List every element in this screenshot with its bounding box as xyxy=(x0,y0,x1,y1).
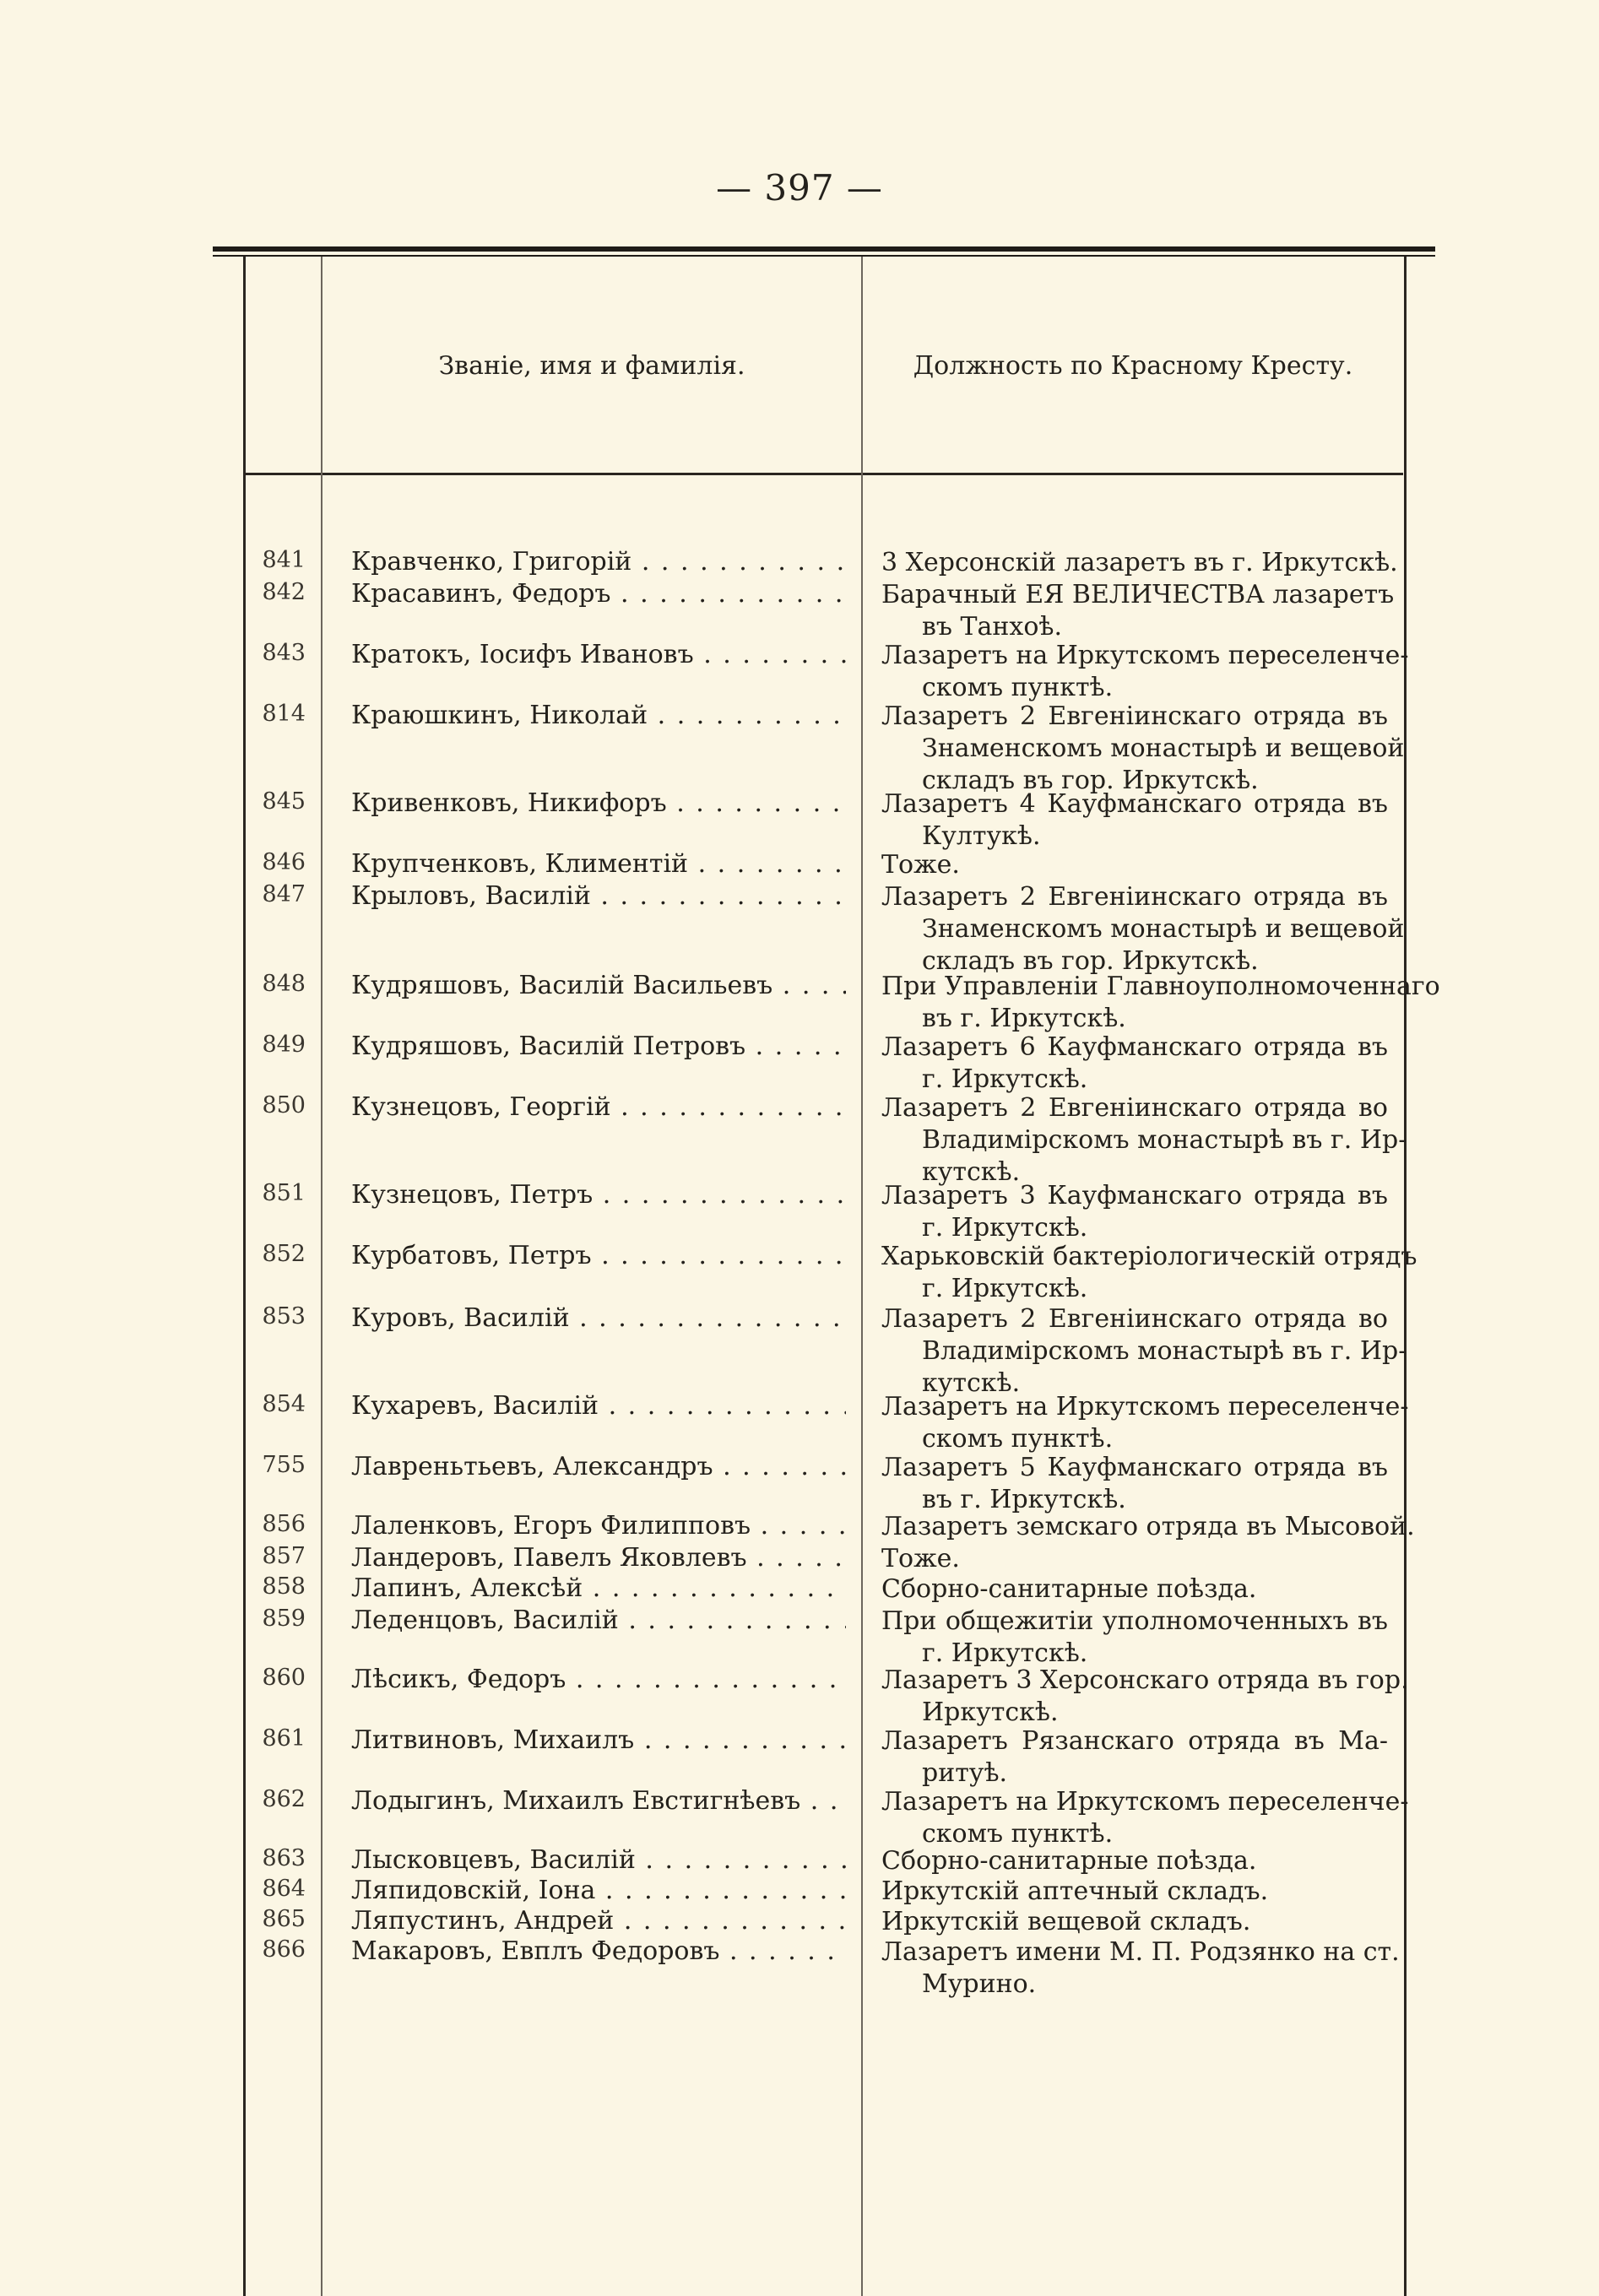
position-line: Лазаретъ 6 Кауфманскаго отряда въ xyxy=(881,1032,1388,1062)
position-line: Лазаретъ 2 Евгеніинскаго отряда во xyxy=(881,1093,1388,1123)
row-name: Макаровъ, Евплъ Федоровъ . . . xyxy=(351,1936,846,1966)
row-position xyxy=(881,1511,1415,1543)
header-bottom-rule xyxy=(243,473,1403,475)
row-number: 843 xyxy=(262,640,306,666)
row-position xyxy=(881,1032,1388,1096)
row-number: 849 xyxy=(262,1032,306,1058)
position-line: г. Иркутскѣ. xyxy=(922,1064,1088,1094)
row-number: 865 xyxy=(262,1906,306,1932)
row-name: Курбатовъ, Петръ . . . xyxy=(351,1241,846,1270)
position-line: Сборно-санитарные поѣзда. xyxy=(881,1846,1257,1876)
row-number: 861 xyxy=(262,1725,306,1752)
row-number: 858 xyxy=(262,1573,306,1600)
row-name: Кухаревъ, Василій . . . xyxy=(351,1391,846,1421)
row-number: 845 xyxy=(262,788,306,815)
row-name: Лавреньтьевъ, Александръ . . . xyxy=(351,1452,846,1481)
position-line: Иркутскій вещевой складъ. xyxy=(881,1907,1251,1936)
row-number: 847 xyxy=(262,881,306,907)
row-position xyxy=(881,1606,1388,1670)
position-line: скомъ пунктѣ. xyxy=(922,1424,1114,1454)
row-name: Ландеровъ, Павелъ Яковлевъ . . . xyxy=(351,1543,846,1573)
row-name: Лѣсикъ, Федоръ . . . xyxy=(351,1665,846,1694)
position-line: Лазаретъ имени М. П. Родзянко на ст. xyxy=(881,1937,1400,1967)
position-line: складъ въ гор. Иркутскѣ. xyxy=(922,766,1259,795)
row-name: Леденцовъ, Василій . . . xyxy=(351,1606,846,1635)
row-number: 842 xyxy=(262,579,306,605)
row-position xyxy=(881,788,1388,853)
position-line: въ Танхоѣ. xyxy=(922,612,1063,642)
row-position xyxy=(881,1573,1388,1606)
position-line: Лазаретъ 2 Евгеніинскаго отряда въ xyxy=(881,882,1388,912)
row-name: Ляпустинъ, Андрей . . . xyxy=(351,1906,846,1936)
row-name: Крупченковъ, Климентій . . . xyxy=(351,849,846,879)
row-number: 863 xyxy=(262,1845,306,1871)
position-line: Харьковскій бактеріологическій отрядъ xyxy=(881,1242,1417,1271)
row-name: Краюшкинъ, Николай . . . xyxy=(351,701,846,730)
row-name: Лодыгинъ, Михаилъ Евстигнѣевъ . . . xyxy=(351,1786,846,1816)
position-line: Тоже. xyxy=(881,850,960,880)
row-number: 857 xyxy=(262,1543,306,1569)
row-position xyxy=(881,1241,1417,1305)
row-number: 841 xyxy=(262,547,306,573)
position-line: Сборно-санитарные поѣзда. xyxy=(881,1574,1257,1604)
position-line: Владимірскомъ монастырѣ въ г. Ир- xyxy=(922,1125,1407,1155)
position-line: Лазаретъ 2 Евгеніинскаго отряда во xyxy=(881,1304,1388,1334)
row-name: Крыловъ, Василій . . . xyxy=(351,881,846,911)
position-line: Лазаретъ 5 Кауфманскаго отряда въ xyxy=(881,1453,1388,1482)
position-line: Лазаретъ земскаго отряда въ Мысовой. xyxy=(881,1512,1415,1541)
row-position xyxy=(881,701,1405,797)
column-divider-position xyxy=(861,257,863,2296)
row-position xyxy=(881,849,1388,881)
position-line: Лазаретъ Рязанскаго отряда въ Ма- xyxy=(881,1726,1388,1756)
position-line: При Управленіи Главноуполномоченнаго xyxy=(881,972,1440,1001)
row-position xyxy=(881,1180,1388,1244)
position-line: скомъ пунктѣ. xyxy=(922,673,1114,702)
top-thick-rule xyxy=(213,246,1435,252)
position-line: въ г. Иркутскѣ. xyxy=(922,1004,1126,1033)
row-position xyxy=(881,1543,1388,1575)
row-number: 814 xyxy=(262,701,306,727)
position-line: Лазаретъ на Иркутскомъ переселенче- xyxy=(881,641,1409,670)
position-line: При общежитіи уполномоченныхъ въ xyxy=(881,1606,1388,1636)
row-position xyxy=(881,1936,1400,2001)
row-name: Кузнецовъ, Георгій . . . xyxy=(351,1092,846,1122)
position-line: Лазаретъ на Иркутскомъ переселенче- xyxy=(881,1392,1409,1421)
column-divider-number xyxy=(321,257,323,2296)
row-position xyxy=(881,971,1440,1035)
row-number: 848 xyxy=(262,971,306,997)
position-line: г. Иркутскѣ. xyxy=(922,1638,1088,1668)
position-line: Знаменскомъ монастырѣ и вещевой xyxy=(922,734,1405,763)
row-name: Кривенковъ, Никифоръ . . . xyxy=(351,788,846,818)
row-position xyxy=(881,1906,1388,1938)
row-position xyxy=(881,1665,1409,1729)
position-line: г. Иркутскѣ. xyxy=(922,1274,1088,1303)
row-number: 755 xyxy=(262,1452,306,1478)
row-number: 862 xyxy=(262,1786,306,1812)
row-name: Кудряшовъ, Василій Васильевъ . . . xyxy=(351,971,846,1000)
row-name: Красавинъ, Федоръ . . . xyxy=(351,579,846,609)
row-position xyxy=(881,547,1398,579)
position-line: Мурино. xyxy=(922,1969,1037,1999)
row-position xyxy=(881,1876,1388,1908)
row-name: Кратокъ, Іосифъ Ивановъ . . . xyxy=(351,640,846,669)
column-header-position: Должность по Красному Кресту. xyxy=(913,351,1353,381)
row-name: Кузнецовъ, Петръ . . . xyxy=(351,1180,846,1210)
row-name: Лысковцевъ, Василій . . . xyxy=(351,1845,846,1875)
position-line: г. Иркутскѣ. xyxy=(922,1213,1088,1243)
row-number: 859 xyxy=(262,1606,306,1632)
row-position xyxy=(881,1391,1409,1455)
row-name: Лапинъ, Алексѣй . . . xyxy=(351,1573,846,1603)
row-number: 846 xyxy=(262,849,306,875)
row-name: Кудряшовъ, Василій Петровъ . . . xyxy=(351,1032,846,1061)
row-position xyxy=(881,1786,1409,1850)
position-line: Лазаретъ на Иркутскомъ переселенче- xyxy=(881,1787,1409,1817)
row-name: Куровъ, Василій . . . xyxy=(351,1303,846,1333)
position-line: Иркутскій аптечный складъ. xyxy=(881,1876,1269,1906)
position-line: Лазаретъ 3 Кауфманскаго отряда въ xyxy=(881,1181,1388,1210)
position-line: кутскѣ. xyxy=(922,1157,1021,1187)
position-line: Барачный ЕЯ ВЕЛИЧЕСТВА лазаретъ xyxy=(881,580,1395,609)
row-number: 851 xyxy=(262,1180,306,1206)
row-position xyxy=(881,1452,1388,1516)
row-position xyxy=(881,640,1409,704)
column-header-name: Званіе, имя и фамилія. xyxy=(438,351,745,381)
row-number: 860 xyxy=(262,1665,306,1691)
row-number: 853 xyxy=(262,1303,306,1329)
position-line: Иркутскѣ. xyxy=(922,1698,1059,1727)
position-line: скомъ пунктѣ. xyxy=(922,1819,1114,1849)
row-position xyxy=(881,1303,1407,1400)
row-number: 850 xyxy=(262,1092,306,1118)
row-number: 864 xyxy=(262,1876,306,1902)
page-number: — 397 — xyxy=(716,167,883,208)
position-line: кутскѣ. xyxy=(922,1368,1021,1398)
position-line: 3 Херсонскій лазаретъ въ г. Иркутскѣ. xyxy=(881,548,1398,577)
position-line: Тоже. xyxy=(881,1544,960,1573)
position-line: въ г. Иркутскѣ. xyxy=(922,1485,1126,1514)
row-name: Кравченко, Григорій . . . xyxy=(351,547,846,577)
position-line: Знаменскомъ монастырѣ и вещевой xyxy=(922,914,1405,944)
position-line: Лазаретъ 2 Евгеніинскаго отряда въ xyxy=(881,701,1388,731)
position-line: Лазаретъ 3 Херсонскаго отряда въ гор. xyxy=(881,1665,1409,1695)
row-position xyxy=(881,881,1405,977)
row-number: 854 xyxy=(262,1391,306,1417)
position-line: Култукѣ. xyxy=(922,821,1041,851)
row-number: 866 xyxy=(262,1936,306,1963)
row-position xyxy=(881,1092,1407,1189)
row-name: Ляпидовскій, Іона . . . xyxy=(351,1876,846,1905)
row-position xyxy=(881,1725,1388,1790)
position-line: складъ въ гор. Иркутскѣ. xyxy=(922,946,1259,976)
position-line: ритуѣ. xyxy=(922,1758,1008,1788)
row-position xyxy=(881,1845,1388,1877)
row-name: Литвиновъ, Михаилъ . . . xyxy=(351,1725,846,1755)
row-number: 852 xyxy=(262,1241,306,1267)
row-position xyxy=(881,579,1395,643)
row-number: 856 xyxy=(262,1511,306,1537)
position-line: Владимірскомъ монастырѣ въ г. Ир- xyxy=(922,1336,1407,1366)
position-line: Лазаретъ 4 Кауфманскаго отряда въ xyxy=(881,789,1388,819)
row-name: Лаленковъ, Егоръ Филипповъ . . . xyxy=(351,1511,846,1541)
